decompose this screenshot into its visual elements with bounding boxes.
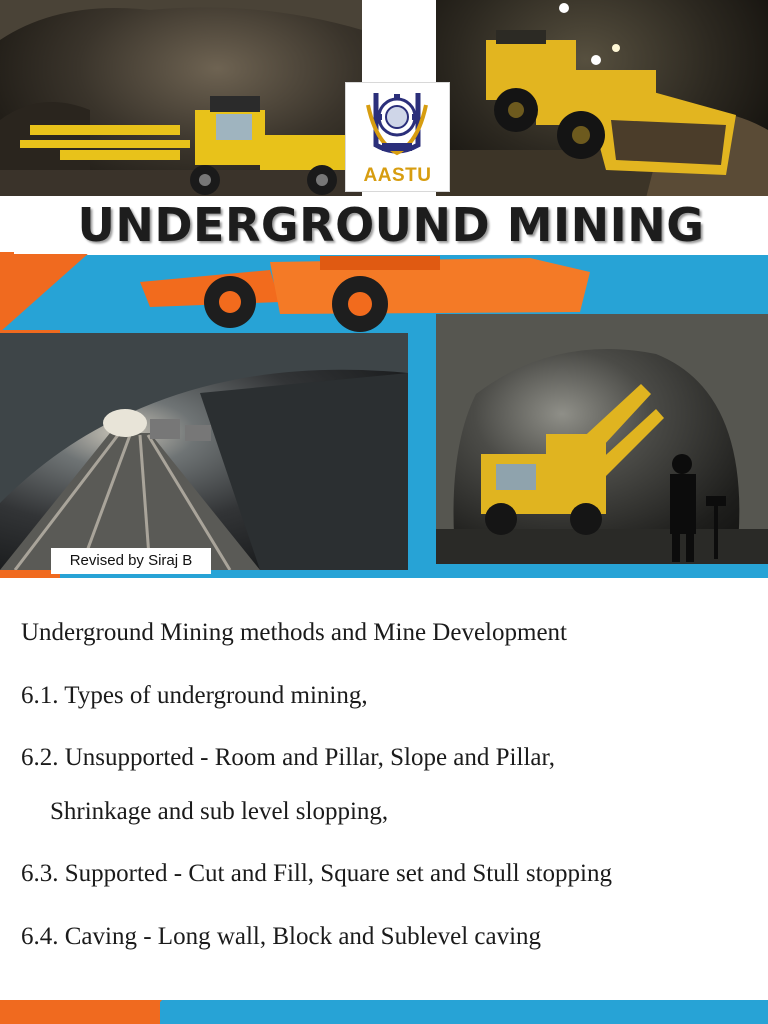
page-title: UNDERGROUND MINING: [77, 198, 705, 252]
jumbo-drill-photo: [436, 314, 768, 564]
footer-blue-band: [140, 1000, 768, 1024]
outline-item-6-2-continued: Shrinkage and sub level slopping,: [50, 798, 389, 825]
logo-text: AASTU: [363, 165, 432, 186]
drill-rig-illustration: [0, 0, 362, 196]
aastu-logo: [345, 82, 450, 192]
logo-emblem-icon: [346, 83, 449, 163]
revised-by-caption: Revised by Siraj B: [51, 548, 211, 574]
outline-item-6-3: 6.3. Supported - Cut and Fill, Square set and Stull stopping: [21, 860, 612, 887]
drill-rig-photo: [0, 0, 362, 196]
orange-accent-wedge: [0, 252, 90, 332]
loader-photo: [436, 0, 768, 198]
loader-illustration: [436, 0, 768, 198]
intro-text: Underground Mining methods and Mine Development: [21, 619, 567, 646]
footer-orange-band: [0, 1000, 160, 1024]
tunnel-illustration: [0, 333, 408, 570]
jumbo-drill-illustration: [436, 314, 768, 564]
outline-item-6-1: 6.1. Types of underground mining,: [21, 682, 368, 709]
footer-orange-wedge: [140, 1000, 162, 1024]
outline-item-6-4: 6.4. Caving - Long wall, Block and Sublevel caving: [21, 923, 542, 950]
outline-item-6-2: 6.2. Unsupported - Room and Pillar, Slope and Pillar,: [21, 744, 556, 771]
tunnel-rails-photo: [0, 333, 408, 570]
